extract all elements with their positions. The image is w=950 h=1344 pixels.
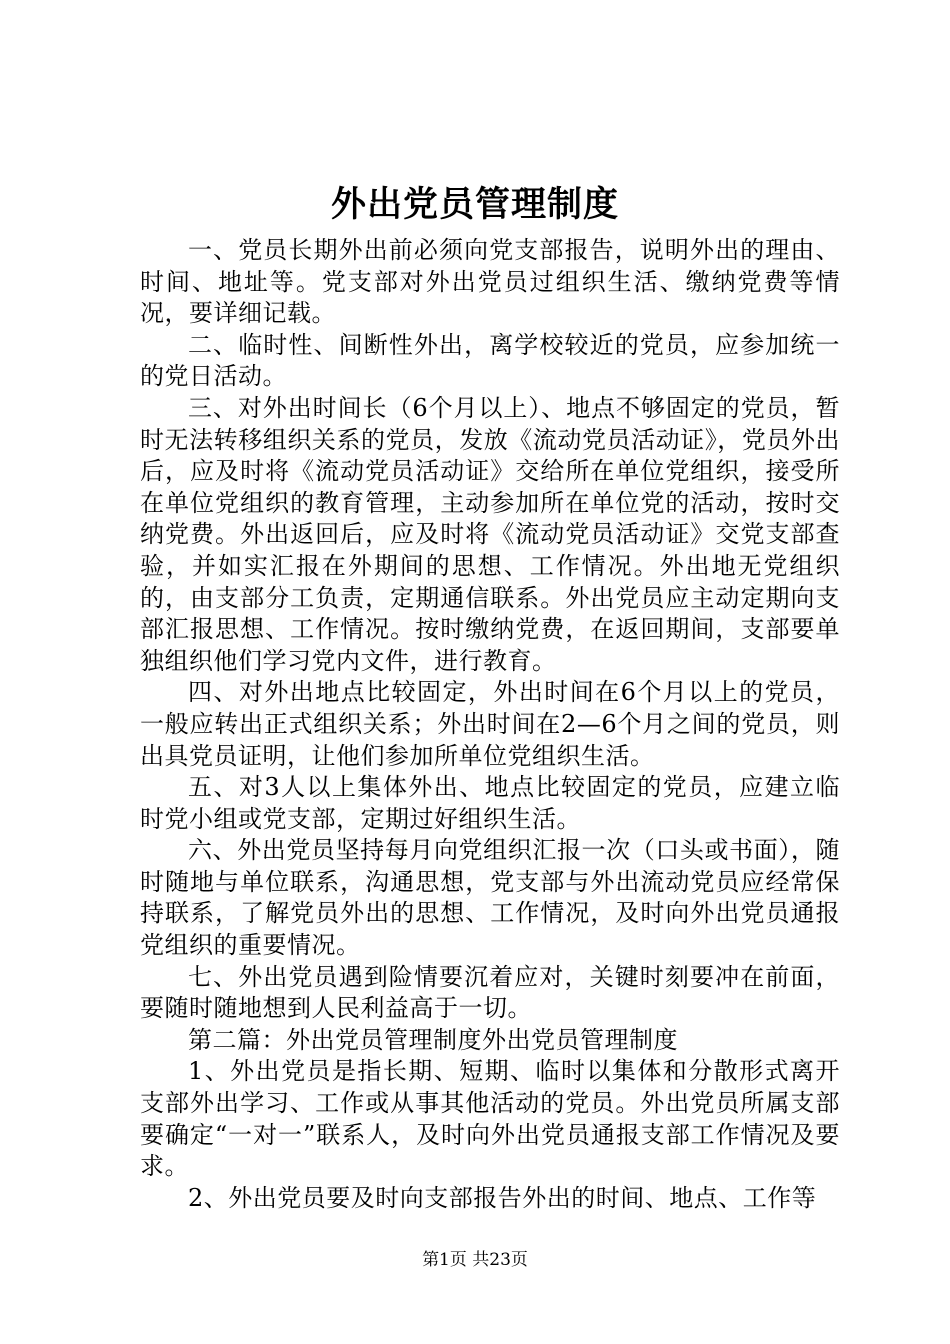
page-footer: 第1页 共23页 [422, 1250, 528, 1270]
paragraph-5: 五、对3人以上集体外出、地点比较固定的党员，应建立临时党小组或党支部，定期过好组织生活。 [140, 773, 840, 833]
paragraph-3: 三、对外出时间长（6个月以上）、地点不够固定的党员，暂时无法转移组织关系的党员，发放《流动党员活动证》，党员外出后，应及时将《流动党员活动证》交给所在单位党组织，接受所在单位党组织的教育管理，主动参加所在单位党的活动，按时交纳党费。外出返回后，应及时将《流动党员活动证》交党支部查验，并如实汇报在外期间的思想、工作情况。外出地无党组织的，由支部分工负责，定期通信联系。外出党员应主动定期向支部汇报思想、工作情况。按时缴纳党费，在返回期间，支部要单独组织他们学习党内文件，进行教育。 [140, 393, 840, 675]
paragraph-4: 四、对外出地点比较固定，外出时间在6个月以上的党员，一般应转出正式组织关系；外出时间在2—6个月之间的党员，则出具党员证明，让他们参加所单位党组织生活。 [140, 678, 840, 770]
paragraph-6: 六、外出党员坚持每月向党组织汇报一次（口头或书面），随时随地与单位联系，沟通思想，党支部与外出流动党员应经常保持联系，了解党员外出的思想、工作情况，及时向外出党员通报党组织的重要情况。 [140, 836, 840, 960]
paragraph-8: 1、外出党员是指长期、短期、临时以集体和分散形式离开支部外出学习、工作或从事其他活动的党员。外出党员所属支部要确定“一对一”联系人，及时向外出党员通报支部工作情况及要求。 [140, 1057, 840, 1181]
document-title: 外出党员管理制度 [330, 184, 619, 225]
paragraph-9: 2、外出党员要及时向支部报告外出的时间、地点、工作等 [188, 1183, 817, 1212]
paragraph-7: 七、外出党员遇到险情要沉着应对，关键时刻要冲在前面，要随时随地想到人民利益高于一切。 [140, 962, 840, 1023]
paragraph-1: 一、党员长期外出前必须向党支部报告，说明外出的理由、时间、地址等。党支部对外出党员过组织生活、缴纳党费等情况，要详细记载。 [140, 236, 840, 328]
section-heading: 第二篇：外出党员管理制度外出党员管理制度 [188, 1025, 678, 1054]
document-body [140, 235, 840, 1214]
paragraph-2: 二、临时性、间断性外出，离学校较近的党员，应参加统一的党日活动。 [140, 330, 840, 391]
